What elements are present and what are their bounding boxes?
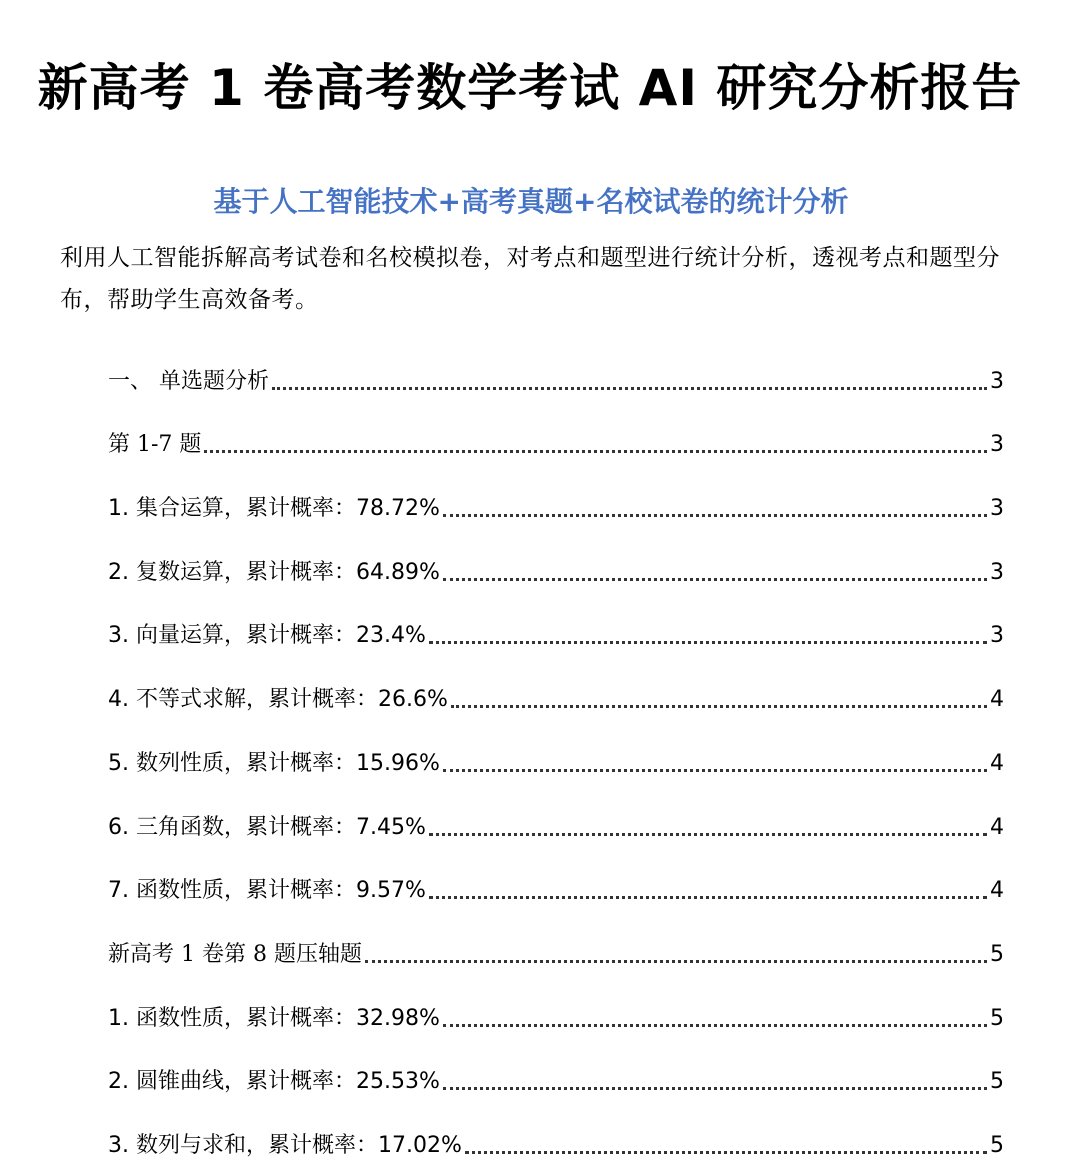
toc-page-number: 5: [990, 1069, 1004, 1095]
toc-leader-dots: [443, 1024, 987, 1027]
toc-leader-dots: [443, 578, 987, 581]
toc-page-number: 3: [990, 496, 1004, 522]
toc-leader-dots: [465, 1151, 987, 1154]
toc-entry-label: 1. 集合运算，累计概率：78.72%: [108, 496, 440, 522]
toc-leader-dots: [365, 960, 987, 963]
toc-page-number: 4: [990, 878, 1004, 904]
toc-entry-set-operations[interactable]: [108, 467, 1004, 531]
toc-entry-sequences[interactable]: [108, 722, 1004, 786]
toc-entry-vectors[interactable]: [108, 595, 1004, 659]
toc-leader-dots: [443, 1087, 987, 1090]
toc-page-number: 3: [990, 432, 1004, 458]
toc-entry-label: 2. 圆锥曲线，累计概率：25.53%: [108, 1069, 440, 1095]
toc-entry-complex-numbers[interactable]: [108, 531, 1004, 595]
toc-page-number: 4: [990, 750, 1004, 776]
toc-entry-label: 7. 函数性质，累计概率：9.57%: [108, 878, 426, 904]
toc-page-number: 4: [990, 687, 1004, 713]
page-subtitle: 基于人工智能技术+高考真题+名校试卷的统计分析: [213, 185, 849, 218]
toc-entry-label: 1. 函数性质，累计概率：32.98%: [108, 1005, 440, 1031]
toc-entry-label: 一、 单选题分析: [108, 368, 269, 394]
toc-entry-label: 6. 三角函数，累计概率：7.45%: [108, 814, 426, 840]
toc-leader-dots: [429, 833, 987, 836]
toc-entry-label: 2. 复数运算，累计概率：64.89%: [108, 559, 440, 585]
toc-entry-q8-final[interactable]: [108, 913, 1004, 977]
toc-entry-q8-sequences-sums[interactable]: [108, 1104, 1004, 1168]
toc-entry-label: 4. 不等式求解，累计概率：26.6%: [108, 687, 448, 713]
toc-leader-dots: [451, 705, 987, 708]
toc-leader-dots: [429, 641, 987, 644]
toc-entry-label: 第 1-7 题: [108, 432, 202, 458]
toc-page-number: 5: [990, 1005, 1004, 1031]
toc-entry-label: 3. 数列与求和，累计概率：17.02%: [108, 1132, 462, 1158]
toc-page-number: 3: [990, 623, 1004, 649]
toc-leader-dots: [204, 450, 987, 453]
toc-entry-trigonometry[interactable]: [108, 786, 1004, 850]
toc-entry-label: 新高考 1 卷第 8 题压轴题: [108, 941, 362, 967]
table-of-contents: [108, 340, 1004, 1168]
toc-entry-q8-conics[interactable]: [108, 1041, 1004, 1105]
page-title: 新高考 1 卷高考数学考试 AI 研究分析报告: [37, 59, 1023, 117]
intro-paragraph: 利用人工智能拆解高考试卷和名校模拟卷，对考点和题型进行统计分析，透视考点和题型分布，帮助学生高效备考。: [60, 245, 1000, 313]
toc-leader-dots: [443, 769, 987, 772]
toc-page-number: 5: [990, 941, 1004, 967]
toc-entry-label: 5. 数列性质，累计概率：15.96%: [108, 750, 440, 776]
toc-page-number: 3: [990, 559, 1004, 585]
toc-entry-section-1[interactable]: [108, 340, 1004, 404]
toc-leader-dots: [272, 387, 987, 390]
toc-entry-label: 3. 向量运算，累计概率：23.4%: [108, 623, 426, 649]
toc-page-number: 4: [990, 814, 1004, 840]
toc-entry-q1-7[interactable]: [108, 404, 1004, 468]
toc-entry-q8-functions[interactable]: [108, 977, 1004, 1041]
toc-entry-inequalities[interactable]: [108, 658, 1004, 722]
toc-page-number: 5: [990, 1132, 1004, 1158]
toc-leader-dots: [429, 896, 987, 899]
toc-page-number: 3: [990, 368, 1004, 394]
toc-leader-dots: [443, 514, 987, 517]
toc-entry-function-properties[interactable]: [108, 850, 1004, 914]
